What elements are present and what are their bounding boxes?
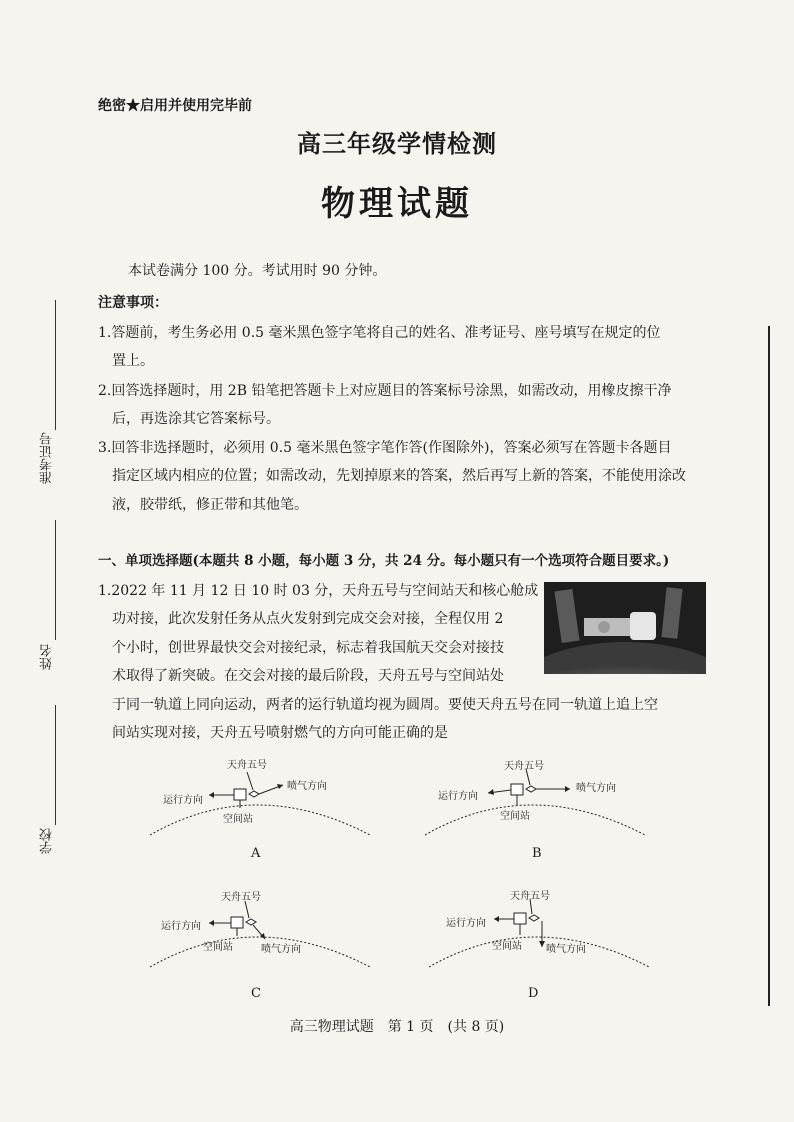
notice-line: 3.回答非选择题时，必须用 0.5 毫米黑色签字笔作答(作图除外)，答案必须写在答题卡各题目 — [98, 440, 672, 456]
option-b-label: B — [532, 846, 542, 861]
station-label: 空间站 — [492, 941, 522, 952]
question-line: 1.2022 年 11 月 12 日 10 时 03 分，天舟五号与空间站天和核心舱成 — [98, 583, 539, 599]
intro-text: 本试卷满分 100 分。考试用时 90 分钟。 — [128, 263, 387, 279]
notice-line: 液，胶带纸，修正带和其他笔。 — [112, 497, 308, 513]
name-label: 姓名 — [40, 644, 55, 670]
question-line: 术取得了新突破。在交会对接的最后阶段，天舟五号与空间站处 — [112, 668, 504, 684]
binding-line — [55, 300, 56, 430]
option-c-label: C — [251, 986, 261, 1001]
notice-heading: 注意事项： — [98, 295, 168, 311]
station-label: 空间站 — [203, 942, 233, 953]
option-c-diagram — [145, 887, 375, 977]
question-line: 个小时，创世界最快交会对接纪录，标志着我国航天交会对接技 — [112, 640, 504, 656]
subject-title: 物理试题 — [321, 184, 473, 224]
option-d-diagram — [424, 887, 654, 977]
notice-line: 2.回答选择题时，用 2B 铅笔把答题卡上对应题目的答案标号涂黑，如需改动，用橡皮擦干净 — [98, 383, 672, 399]
option-a-diagram — [145, 755, 375, 845]
run-direction-label: 运行方向 — [446, 918, 486, 929]
jet-direction-label: 喷气方向 — [546, 944, 586, 955]
jet-direction-label: 喷气方向 — [576, 783, 616, 794]
exam-title: 高三年级学情检测 — [297, 129, 497, 158]
binding-line — [55, 705, 56, 825]
ship-label: 天舟五号 — [504, 761, 544, 772]
section-heading: 一、单项选择题(本题共 8 小题，每小题 3 分，共 24 分。每小题只有一个选项符合题目要求。) — [98, 553, 670, 569]
docking-photo — [544, 582, 706, 674]
question-line: 间站实现对接，天舟五号喷射燃气的方向可能正确的是 — [112, 725, 448, 741]
ship-label: 天舟五号 — [221, 892, 261, 903]
option-d-label: D — [528, 986, 539, 1001]
run-direction-label: 运行方向 — [163, 795, 203, 806]
jet-direction-label: 喷气方向 — [287, 781, 327, 792]
school-label: 学校 — [40, 828, 55, 854]
option-b-diagram — [420, 755, 650, 845]
ship-label: 天舟五号 — [227, 760, 267, 771]
station-label: 空间站 — [500, 811, 530, 822]
run-direction-label: 运行方向 — [438, 791, 478, 802]
notice-line: 指定区域内相应的位置；如需改动，先划掉原来的答案，然后再写上新的答案，不能使用涂改 — [112, 468, 686, 484]
confidential-mark: 绝密★启用并使用完毕前 — [98, 98, 252, 114]
notice-line: 1.答题前，考生务必用 0.5 毫米黑色签字笔将自己的姓名、准考证号、座号填写在规定的位 — [98, 325, 661, 341]
run-direction-label: 运行方向 — [161, 921, 201, 932]
notice-line: 置上。 — [112, 353, 154, 369]
page-footer: 高三物理试题 第 1 页 (共 8 页) — [289, 1019, 505, 1035]
page-edge-rule — [768, 326, 770, 1006]
question-line: 功对接，此次发射任务从点火发射到完成交会对接，全程仅用 2 — [112, 611, 504, 627]
jet-direction-label: 喷气方向 — [261, 944, 301, 955]
station-label: 空间站 — [223, 814, 253, 825]
binding-line — [55, 520, 56, 640]
exam-number-label: 准考证号 — [40, 432, 55, 484]
question-line: 于同一轨道上同向运动，两者的运行轨道均视为圆周。要使天舟五号在同一轨道上追上空 — [112, 697, 658, 713]
option-a-label: A — [251, 846, 261, 861]
ship-label: 天舟五号 — [510, 891, 550, 902]
notice-line: 后，再选涂其它答案标号。 — [112, 411, 280, 427]
